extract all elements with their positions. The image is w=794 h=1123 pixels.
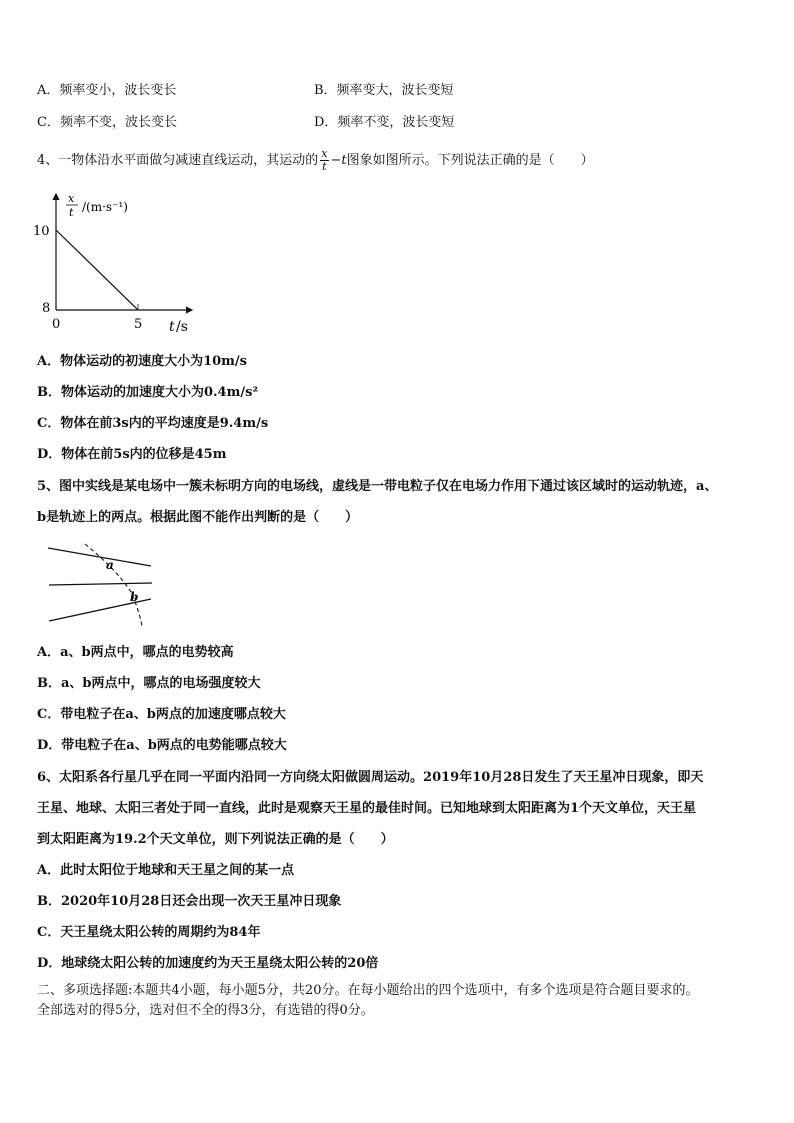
q4-data-line xyxy=(56,230,138,310)
q4-y-label-num: x xyxy=(68,192,75,205)
q6-stem-line2: 王星、地球、太阳三者处于同一直线，此时是观察天王星的最佳时间。已知地球到太阳距离为1个天文单位，天王星 xyxy=(37,801,697,816)
q4-y-tick-10: 10 xyxy=(33,224,50,239)
q5-point-b: b xyxy=(130,590,139,604)
q4-option-d: D．物体在前5s内的位移是45m xyxy=(37,447,227,462)
q6-option-d: D．地球绕太阳公转的加速度约为天王星绕太阳公转的20倍 xyxy=(37,956,379,971)
q4-stem-t: t xyxy=(341,153,347,168)
q5-diagram xyxy=(45,540,165,630)
q4-origin: 0 xyxy=(52,317,61,332)
q5-field-line-2 xyxy=(49,583,152,585)
q5-option-d: D．带电粒子在a、b两点的电势能哪点较大 xyxy=(37,738,287,753)
q4-y-label-unit: /(m·s⁻¹) xyxy=(82,200,128,214)
q4-stem-fraction xyxy=(320,148,328,173)
q5-option-b: B．a、b两点中，哪点的电场强度较大 xyxy=(37,676,261,691)
q4-option-b: B．物体运动的加速度大小为0.4m/s² xyxy=(37,385,259,400)
q6-option-b: B．2020年10月28日还会出现一次天王星冲日现象 xyxy=(37,894,342,909)
q4-y-tick-8: 8 xyxy=(42,301,51,316)
q3-option-b: B．频率变大，波长变短 xyxy=(314,83,454,98)
q4-option-a: A．物体运动的初速度大小为10m/s xyxy=(37,354,247,369)
q3-option-c: C．频率不变，波长变长 xyxy=(37,115,177,130)
q4-x-label: t xyxy=(169,319,175,335)
q4-frac-den: t xyxy=(322,160,327,173)
q4-x-unit: /s xyxy=(176,319,188,335)
q4-x-tick-5: 5 xyxy=(134,317,143,332)
q4-stem-mid: − xyxy=(330,153,342,168)
q6-option-a: A．此时太阳位于地球和天王星之间的某一点 xyxy=(37,863,295,878)
q5-point-a: a xyxy=(106,558,114,572)
q6-stem-line3: 到太阳距离为19.2个天文单位，则下列说法正确的是（ ） xyxy=(37,832,394,847)
q4-stem-pre: 4、一物体沿水平面做匀减速直线运动，其运动的 xyxy=(37,153,319,168)
q6-stem-line1: 6、太阳系各行星几乎在同一平面内沿同一方向绕太阳做圆周运动。2019年10月28日发生了天王星冲日现象，即天 xyxy=(37,770,704,785)
q5-stem-line2: b是轨迹上的两点。根据此图不能作出判断的是（ ） xyxy=(37,510,359,525)
q3-option-a: A．频率变小，波长变长 xyxy=(37,83,177,98)
section2-line1: 二、多项选择题:本题共4小题，每小题5分，共20分。在每小题给出的四个选项中，有多个选项是符合题目要求的。 xyxy=(37,983,699,998)
q4-option-c: C．物体在前3s内的平均速度是9.4m/s xyxy=(37,416,269,431)
q4-frac-num: x xyxy=(321,147,328,160)
q3-option-d: D．频率不变，波长变短 xyxy=(314,115,455,130)
q4-graph xyxy=(30,190,200,340)
q4-stem xyxy=(37,148,594,173)
q5-stem-line1: 5、图中实线是某电场中一簇未标明方向的电场线，虚线是一带电粒子仅在电场力作用下通过该区域时的运动轨迹，a、 xyxy=(37,479,718,494)
section2-line2: 全部选对的得5分，选对但不全的得3分，有选错的得0分。 xyxy=(37,1003,374,1018)
q5-option-a: A．a、b两点中，哪点的电势较高 xyxy=(37,645,234,660)
q4-y-label-den: t xyxy=(69,206,74,219)
q5-field-line-1 xyxy=(48,548,151,566)
q5-option-c: C．带电粒子在a、b两点的加速度哪点较大 xyxy=(37,707,286,722)
q4-stem-post: 图象如图所示。下列说法正确的是（ ） xyxy=(346,153,594,168)
q6-option-c: C．天王星绕太阳公转的周期约为84年 xyxy=(37,925,261,940)
